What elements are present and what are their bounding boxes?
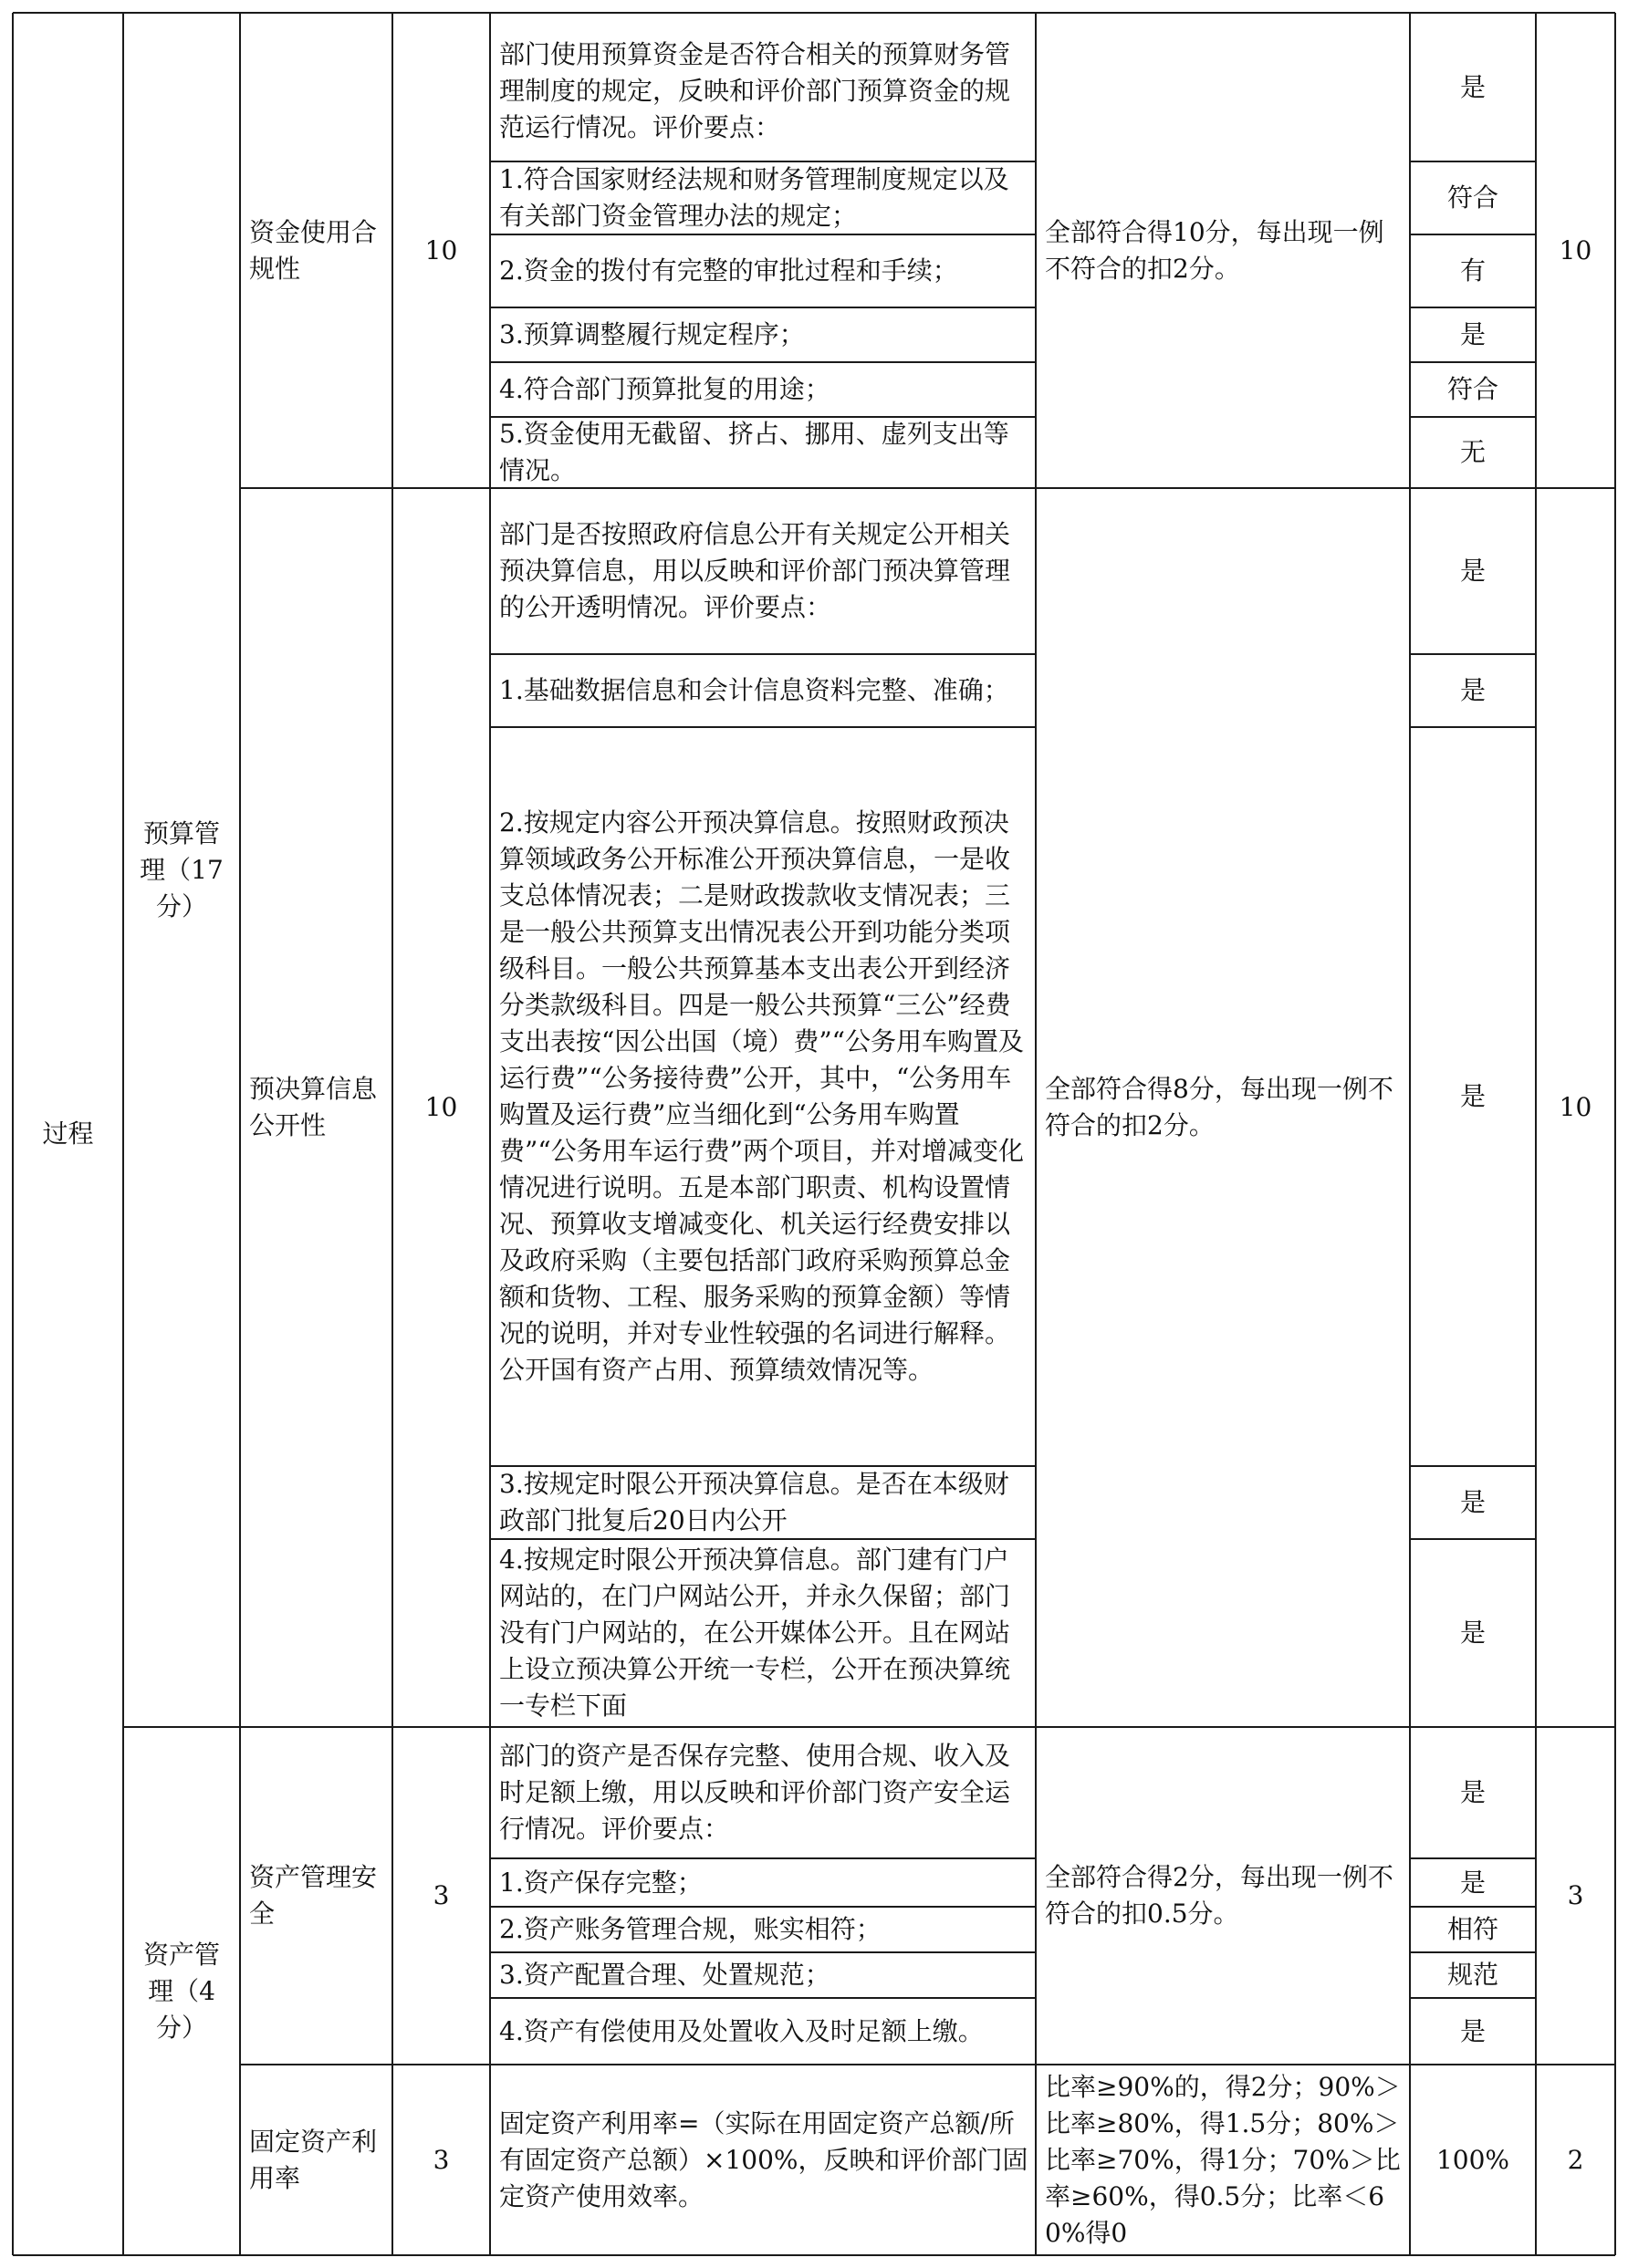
point-text: 部门的资产是否保存完整、使用合规、收入及时足额上缴，用以反映和评价部门资产安全运行情况。评价要点： — [499, 1741, 1011, 1844]
indicator-cell — [240, 488, 392, 1727]
score-value: 10 — [1559, 1092, 1592, 1122]
point-text: 5.资金使用无截留、挤占、挪用、虚列支出等情况。 — [499, 419, 1009, 485]
point-text: 1.资产保存完整； — [499, 1867, 703, 1898]
point-text: 3.按规定时限公开预决算信息。是否在本级财政部门批复后20日内公开 — [499, 1469, 1009, 1535]
evaluation-point — [490, 1466, 1036, 1539]
indicator-name: 固定资产利用率 — [249, 2126, 378, 2193]
criteria-text: 全部符合得10分，每出现一例不符合的扣2分。 — [1045, 216, 1384, 284]
result-value: 符合 — [1446, 182, 1498, 213]
criteria-text: 比率≥90%的，得2分；90%＞比率≥80%，得1.5分；80%＞比率≥70%，得1分；70%＞比率≥60%，得0.5分；比率＜60%得0 — [1045, 2071, 1401, 2248]
result-cell — [1410, 1907, 1536, 1952]
result-cell — [1410, 362, 1536, 417]
result-value: 是 — [1459, 1487, 1486, 1517]
point-text: 2.资产账务管理合规，账实相符； — [499, 1914, 882, 1944]
result-value: 是 — [1459, 1081, 1486, 1111]
point-text: 部门是否按照政府信息公开有关规定公开相关预决算信息，用以反映和评价部门预决算管理的公开透明情况。评价要点： — [499, 519, 1011, 622]
result-value: 是 — [1459, 675, 1486, 705]
point-text: 1.符合国家财经法规和财务管理制度规定以及有关部门资金管理办法的规定； — [499, 164, 1009, 231]
level2-cell — [123, 13, 240, 1727]
evaluation-point — [490, 1952, 1036, 1998]
criteria-cell — [1036, 1727, 1410, 2065]
evaluation-point — [490, 417, 1036, 488]
weight-value: 10 — [424, 1092, 458, 1122]
evaluation-point — [490, 161, 1036, 234]
result-value: 是 — [1459, 556, 1486, 586]
result-cell — [1410, 161, 1536, 234]
result-value: 规范 — [1446, 1960, 1498, 1990]
result-cell — [1410, 13, 1536, 161]
score-cell — [1536, 488, 1615, 1727]
result-value: 无 — [1459, 437, 1486, 467]
evaluation-point — [490, 1539, 1036, 1727]
criteria-cell — [1036, 2065, 1410, 2255]
criteria-cell — [1036, 13, 1410, 488]
result-value: 有 — [1459, 255, 1486, 286]
point-text: 3.预算调整履行规定程序； — [499, 319, 805, 349]
criteria-text: 全部符合得2分，每出现一例不符合的扣0.5分。 — [1045, 1862, 1393, 1929]
result-value: 符合 — [1446, 374, 1498, 404]
point-text: 固定资产利用率=（实际在用固定资产总额/所有固定资产总额）×100%，反映和评价部门固定资产使用效率。 — [499, 2107, 1028, 2211]
level2-label: 资产管理（4分） — [142, 1939, 220, 2043]
criteria-cell — [1036, 488, 1410, 1727]
evaluation-point — [490, 234, 1036, 307]
evaluation-point — [490, 1907, 1036, 1952]
result-cell — [1410, 417, 1536, 488]
point-text: 4.符合部门预算批复的用途； — [499, 374, 830, 404]
result-cell — [1410, 1952, 1536, 1998]
point-text: 4.按规定时限公开预决算信息。部门建有门户网站的，在门户网站公开，并永久保留；部门没有门户网站的，在公开媒体公开。且在网站上设立预决算公开统一专栏，公开在预决算统一专栏下面 — [499, 1545, 1011, 1721]
point-text: 3.资产配置合理、处置规范； — [499, 1960, 830, 1990]
evaluation-point — [490, 362, 1036, 417]
result-value: 是 — [1459, 319, 1486, 349]
indicator-name: 预决算信息公开性 — [249, 1074, 378, 1140]
result-cell — [1410, 1466, 1536, 1539]
point-text: 2.资金的拨付有完整的审批过程和手续； — [499, 255, 958, 286]
score-cell — [1536, 2065, 1615, 2255]
weight-cell — [392, 1727, 490, 2065]
result-cell — [1410, 654, 1536, 727]
result-cell — [1410, 1998, 1536, 2065]
result-cell — [1410, 2065, 1536, 2255]
weight-cell — [392, 488, 490, 1727]
criteria-text: 全部符合得8分，每出现一例不符合的扣2分。 — [1045, 1074, 1393, 1140]
result-value: 是 — [1459, 1777, 1486, 1807]
score-cell — [1536, 13, 1615, 488]
point-text: 2.按规定内容公开预决算信息。按照财政预决算领域政务公开标准公开预决算信息，一是收支总体情况表；二是财政拨款收支情况表；三是一般公共预算支出情况表公开到功能分类项级科目。一般公共预算基本支出表公开到经济分类款级科目。四是一般公共预算“三公”经费支出表按“因公出国（境）费”“公务用车购置及运行费”“公务接待费”公开，其中，“公务用车购置及运行费”应当细化到“公务用车购置费”“公务用车运行费”两个项目，并对增减变化情况进行说明。五是本部门职责、机构设置情况、预算收支增减变化、机关运行经费安排以及政府采购（主要包括部门政府采购预算总金额和货物、工程、服务采购的预算金额）等情况的说明，并对专业性较强的名词进行解释。公开国有资产占用、预算绩效情况等。 — [499, 807, 1024, 1385]
evaluation-point — [490, 307, 1036, 362]
score-value: 10 — [1559, 234, 1592, 265]
level1-cell — [13, 13, 123, 2255]
result-value: 相符 — [1446, 1914, 1498, 1944]
weight-cell — [392, 13, 490, 488]
result-cell — [1410, 234, 1536, 307]
evaluation-point — [490, 1998, 1036, 2065]
evaluation-point — [490, 727, 1036, 1466]
result-cell — [1410, 1727, 1536, 1858]
evaluation-point — [490, 13, 1036, 161]
indicator-cell — [240, 13, 392, 488]
score-value: 2 — [1567, 2144, 1584, 2175]
evaluation-point — [490, 2065, 1036, 2255]
indicator-name: 资金使用合规性 — [249, 216, 378, 284]
evaluation-point — [490, 488, 1036, 654]
level1-label: 过程 — [42, 1118, 94, 1149]
point-text: 1.基础数据信息和会计信息资料完整、准确； — [499, 675, 1009, 705]
result-cell — [1410, 488, 1536, 654]
result-cell — [1410, 307, 1536, 362]
evaluation-point — [490, 1858, 1036, 1907]
point-text: 4.资产有偿使用及处置收入及时足额上缴。 — [499, 2015, 984, 2046]
evaluation-point — [490, 1727, 1036, 1858]
weight-value: 3 — [433, 2144, 450, 2175]
score-value: 3 — [1567, 1880, 1584, 1910]
evaluation-point — [490, 654, 1036, 727]
indicator-cell — [240, 1727, 392, 2065]
weight-value: 10 — [424, 234, 458, 265]
indicator-name: 资产管理安全 — [249, 1862, 378, 1929]
indicator-cell — [240, 2065, 392, 2255]
weight-cell — [392, 2065, 490, 2255]
point-text: 部门使用预算资金是否符合相关的预算财务管理制度的规定，反映和评价部门预算资金的规范运行情况。评价要点： — [499, 39, 1011, 142]
result-value: 是 — [1459, 1867, 1486, 1898]
result-cell — [1410, 1858, 1536, 1907]
result-value: 是 — [1459, 71, 1486, 102]
result-cell — [1410, 727, 1536, 1466]
level2-cell — [123, 1727, 240, 2255]
result-cell — [1410, 1539, 1536, 1727]
result-value: 是 — [1459, 2015, 1486, 2046]
result-value: 是 — [1459, 1618, 1486, 1648]
score-cell — [1536, 1727, 1615, 2065]
level2-label: 预算管理（17分） — [140, 817, 224, 921]
weight-value: 3 — [433, 1880, 450, 1910]
result-value: 100% — [1435, 2144, 1510, 2175]
